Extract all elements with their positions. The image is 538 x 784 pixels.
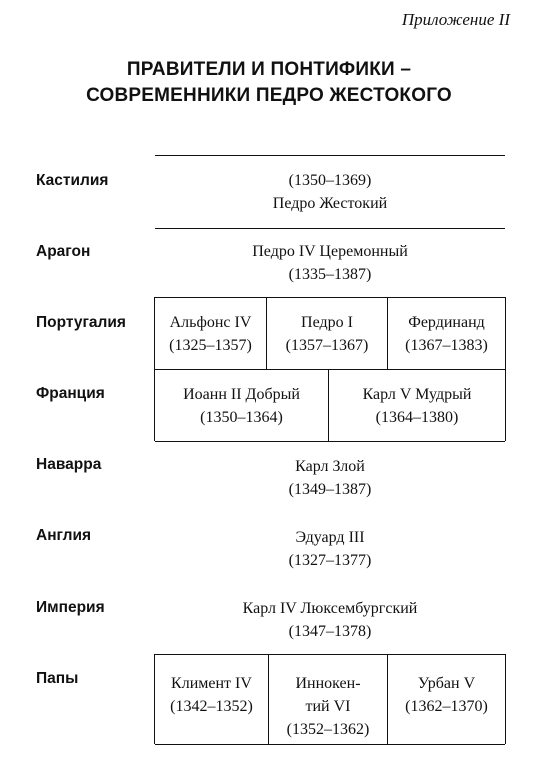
cell-england-years: (1327–1377) bbox=[288, 552, 372, 569]
cell-portugal-1-name: Альфонс IV bbox=[169, 314, 252, 331]
cell-england-name: Эдуард III bbox=[295, 529, 365, 546]
page-title bbox=[0, 57, 538, 109]
cell-france-1 bbox=[155, 383, 328, 429]
cell-popes-1-years: (1342–1352) bbox=[170, 698, 253, 715]
appendix-label: Приложение II bbox=[401, 10, 510, 29]
cell-popes-2 bbox=[269, 672, 387, 741]
cell-popes-1 bbox=[155, 672, 268, 718]
cell-castile-line1: (1350–1369) bbox=[288, 172, 372, 189]
cell-portugal-3-years: (1367–1383) bbox=[405, 337, 488, 354]
label-navarre: Наварра bbox=[36, 456, 102, 473]
cell-france-2-years: (1364–1380) bbox=[375, 409, 459, 426]
rule-pope-top bbox=[155, 654, 505, 655]
cell-france-1-name: Иоанн II Добрый bbox=[183, 386, 300, 403]
cell-navarre-years: (1349–1387) bbox=[288, 481, 372, 498]
cell-portugal-3 bbox=[388, 311, 505, 357]
cell-empire-name: Карл IV Люксембургский bbox=[242, 600, 418, 617]
rule-bottom bbox=[155, 744, 505, 745]
cell-france-2-name: Карл V Мудрый bbox=[362, 386, 472, 403]
cell-popes-2-name: Иннокен- bbox=[295, 675, 361, 692]
rule-portugal-france bbox=[155, 369, 505, 370]
cell-popes-2-years: (1352–1362) bbox=[286, 721, 370, 738]
cell-popes-3-years: (1362–1370) bbox=[405, 698, 488, 715]
cell-empire-years: (1347–1378) bbox=[288, 623, 372, 640]
cell-navarre-name: Карл Злой bbox=[295, 458, 365, 475]
label-france: Франция bbox=[36, 385, 105, 402]
divider-portugal-4 bbox=[505, 297, 506, 369]
cell-aragon-years: (1335–1387) bbox=[288, 266, 372, 283]
cell-navarre bbox=[155, 455, 505, 501]
cell-france-1-years: (1350–1364) bbox=[200, 409, 283, 426]
rule-top bbox=[155, 155, 505, 156]
cell-england bbox=[155, 526, 505, 572]
cell-popes-1-name: Климент IV bbox=[171, 675, 252, 692]
cell-portugal-2 bbox=[267, 311, 387, 357]
cell-aragon-name: Педро IV Церемонный bbox=[252, 243, 408, 260]
cell-portugal-1 bbox=[155, 311, 266, 357]
label-portugal: Португалия bbox=[36, 314, 126, 331]
title-line-2: СОВРЕМЕННИКИ ПЕДРО ЖЕСТОКОГО bbox=[86, 85, 452, 106]
cell-portugal-3-name: Фердинанд bbox=[408, 314, 485, 331]
cell-france-2 bbox=[329, 383, 505, 429]
label-england: Англия bbox=[36, 527, 92, 544]
label-aragon: Арагон bbox=[36, 243, 91, 260]
cell-portugal-1-years: (1325–1357) bbox=[169, 337, 252, 354]
cell-empire bbox=[155, 597, 505, 643]
cell-castile bbox=[155, 169, 505, 215]
divider-france-3 bbox=[505, 369, 506, 441]
cell-portugal-2-name: Педро I bbox=[301, 314, 353, 331]
cell-popes-3-name: Урбан V bbox=[417, 675, 476, 692]
label-empire: Империя bbox=[36, 599, 105, 616]
divider-popes-4 bbox=[505, 654, 506, 744]
cell-popes-3 bbox=[388, 672, 505, 718]
cell-aragon bbox=[155, 240, 505, 286]
title-line-1: ПРАВИТЕЛИ И ПОНТИФИКИ – bbox=[126, 59, 412, 80]
rule-france-navarre bbox=[155, 441, 505, 442]
rule-castile-aragon bbox=[155, 228, 505, 229]
label-castile: Кастилия bbox=[36, 172, 109, 189]
cell-castile-line2: Педро Жестокий bbox=[272, 195, 388, 212]
rule-aragon-portugal bbox=[155, 297, 505, 298]
cell-popes-2-name-line2: тий VI bbox=[305, 698, 351, 715]
cell-portugal-2-years: (1357–1367) bbox=[285, 337, 369, 354]
label-popes: Папы bbox=[36, 670, 79, 687]
